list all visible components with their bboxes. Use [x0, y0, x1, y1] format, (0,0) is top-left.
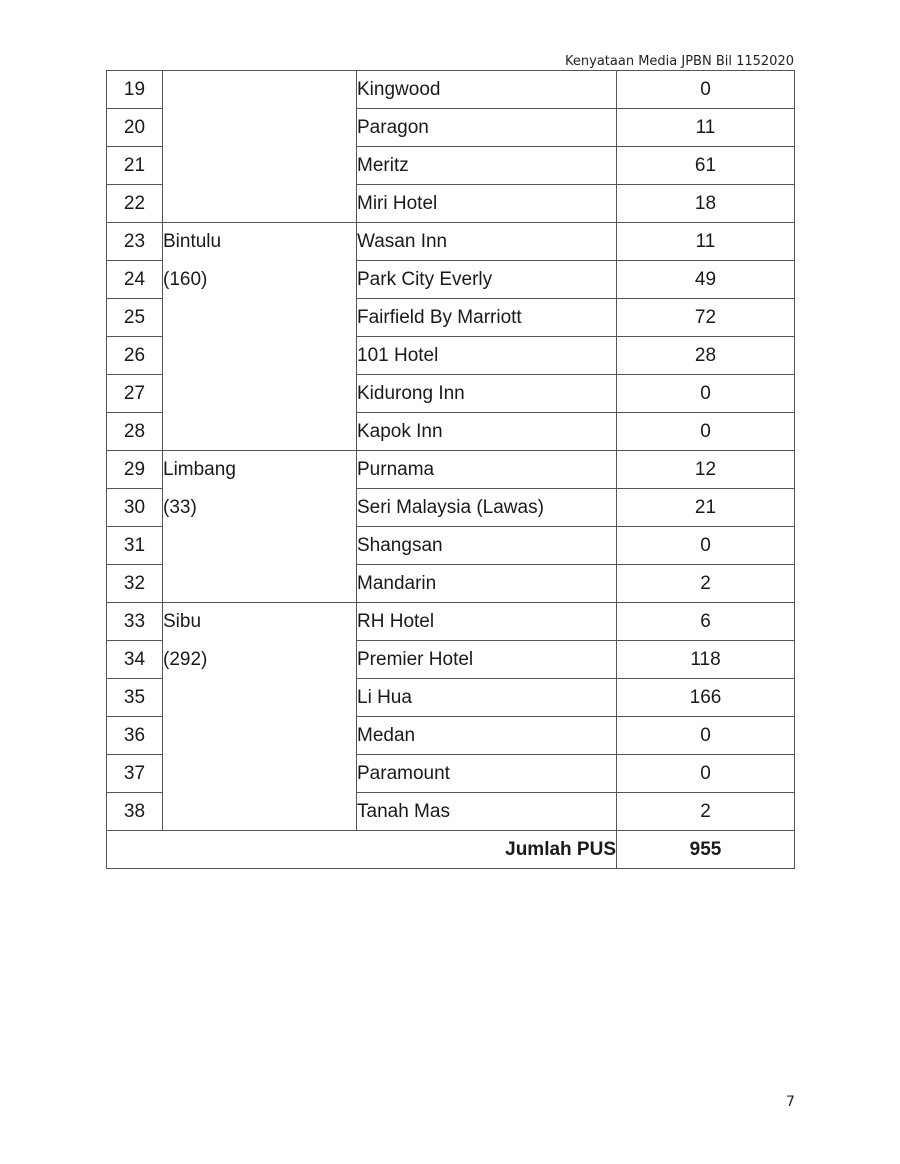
- hotel-count: 0: [617, 413, 795, 451]
- row-number: 23: [107, 223, 163, 261]
- row-number: 27: [107, 375, 163, 413]
- division-total: (160): [163, 269, 208, 290]
- hotel-name: Purnama: [357, 451, 617, 489]
- row-number: 33: [107, 603, 163, 641]
- hotel-count: 166: [617, 679, 795, 717]
- hotel-name: Seri Malaysia (Lawas): [357, 489, 617, 527]
- hotel-name: Miri Hotel: [357, 185, 617, 223]
- hotel-count: 0: [617, 717, 795, 755]
- hotel-count: 49: [617, 261, 795, 299]
- row-number: 35: [107, 679, 163, 717]
- row-number: 31: [107, 527, 163, 565]
- division-cell-limbang: [163, 451, 357, 603]
- row-number: 21: [107, 147, 163, 185]
- row-number: 37: [107, 755, 163, 793]
- division-cell-miri: [163, 71, 357, 223]
- row-number: 24: [107, 261, 163, 299]
- hotel-count: 11: [617, 223, 795, 261]
- hotel-name: Shangsan: [357, 527, 617, 565]
- row-number: 25: [107, 299, 163, 337]
- row-number: 32: [107, 565, 163, 603]
- hotel-name: Mandarin: [357, 565, 617, 603]
- hotel-count: 11: [617, 109, 795, 147]
- hotel-name: Park City Everly: [357, 261, 617, 299]
- hotel-count: 6: [617, 603, 795, 641]
- hotel-count: 72: [617, 299, 795, 337]
- hotel-name: Premier Hotel: [357, 641, 617, 679]
- row-number: 38: [107, 793, 163, 831]
- hotel-count: 118: [617, 641, 795, 679]
- hotel-name: Kidurong Inn: [357, 375, 617, 413]
- row-number: 34: [107, 641, 163, 679]
- hotel-count: 0: [617, 755, 795, 793]
- division-cell-bintulu: [163, 223, 357, 451]
- hotel-count: 2: [617, 565, 795, 603]
- hotel-count: 18: [617, 185, 795, 223]
- table-row: [107, 451, 795, 489]
- hotel-count: 28: [617, 337, 795, 375]
- hotel-name: Kapok Inn: [357, 413, 617, 451]
- hotel-name: Paragon: [357, 109, 617, 147]
- row-number: 29: [107, 451, 163, 489]
- total-row: [107, 831, 795, 869]
- page-number: 7: [786, 1094, 795, 1110]
- total-label: Jumlah PUS: [107, 831, 617, 869]
- division-total: (292): [163, 649, 208, 670]
- row-number: 30: [107, 489, 163, 527]
- row-number: 26: [107, 337, 163, 375]
- hotel-name: Medan: [357, 717, 617, 755]
- hotel-count: 0: [617, 71, 795, 109]
- hotel-name: Paramount: [357, 755, 617, 793]
- hotel-quarantine-table: [106, 70, 795, 869]
- row-number: 19: [107, 71, 163, 109]
- row-number: 20: [107, 109, 163, 147]
- hotel-count: 61: [617, 147, 795, 185]
- total-value: 955: [617, 831, 795, 869]
- hotel-name: RH Hotel: [357, 603, 617, 641]
- division-cell-sibu: [163, 603, 357, 831]
- hotel-name: 101 Hotel: [357, 337, 617, 375]
- hotel-name: Meritz: [357, 147, 617, 185]
- table-row: [107, 603, 795, 641]
- hotel-count: 2: [617, 793, 795, 831]
- division-total: (33): [163, 497, 197, 518]
- row-number: 36: [107, 717, 163, 755]
- table-row: [107, 71, 795, 109]
- hotel-name: Li Hua: [357, 679, 617, 717]
- row-number: 28: [107, 413, 163, 451]
- row-number: 22: [107, 185, 163, 223]
- division-name: Sibu: [163, 611, 202, 632]
- division-name: Bintulu: [163, 231, 222, 252]
- document-reference: Kenyataan Media JPBN Bil 1152020: [565, 54, 794, 69]
- hotel-name: Wasan Inn: [357, 223, 617, 261]
- hotel-count: 0: [617, 527, 795, 565]
- hotel-count: 0: [617, 375, 795, 413]
- division-name: Limbang: [163, 459, 236, 480]
- hotel-count: 21: [617, 489, 795, 527]
- hotel-name: Kingwood: [357, 71, 617, 109]
- hotel-count: 12: [617, 451, 795, 489]
- hotel-name: Fairfield By Marriott: [357, 299, 617, 337]
- hotel-name: Tanah Mas: [357, 793, 617, 831]
- table-row: [107, 223, 795, 261]
